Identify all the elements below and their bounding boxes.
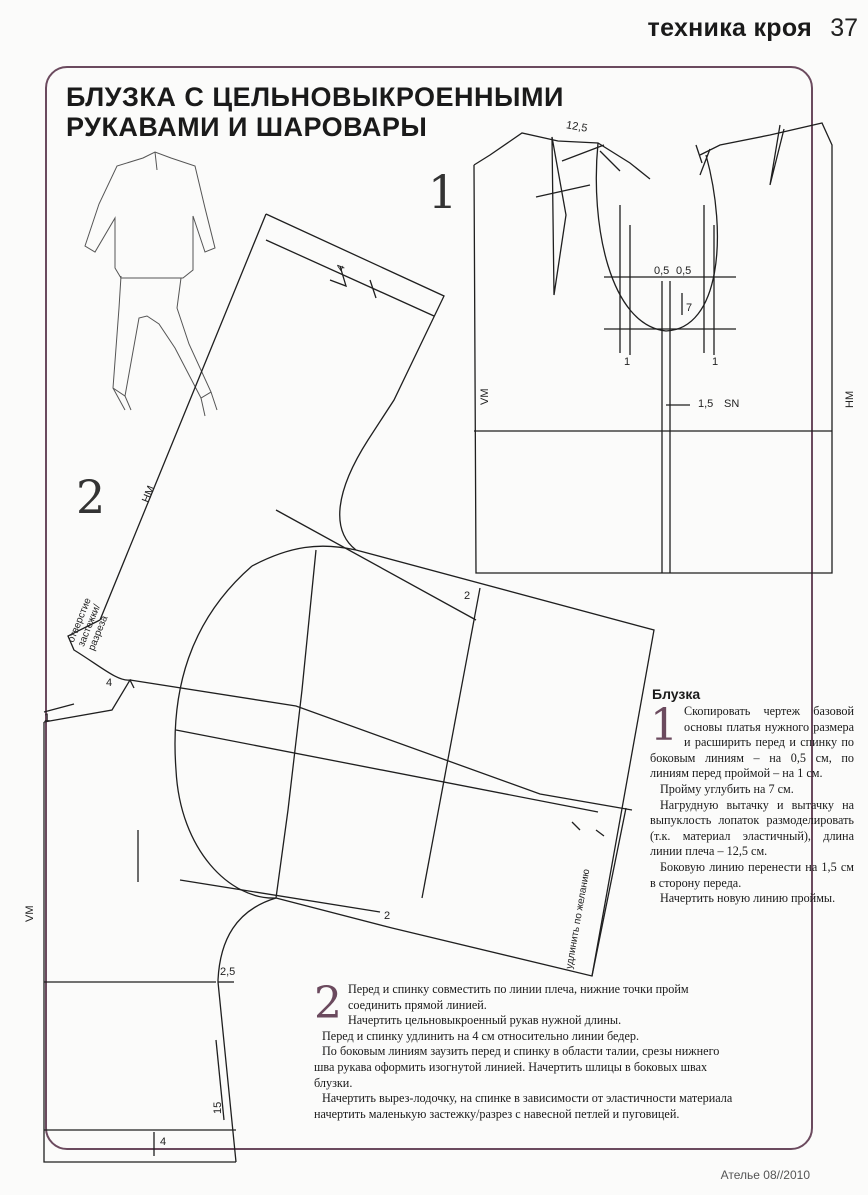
lengthen-label: удлинить по желанию	[564, 868, 593, 970]
magazine-footer: Ателье 08//2010	[720, 1168, 810, 1182]
step-1-number: 1	[428, 165, 458, 219]
measure-hem-extension: 4	[160, 1136, 167, 1148]
side-seam-label: SN	[724, 398, 740, 410]
back-center-label: HM	[140, 484, 158, 505]
step2-para-2: Начертить цельновыкроенный рукав нужной длины.	[348, 1013, 622, 1028]
step2-para-5: Начертить вырез-лодочку, на спинке в зависимости от эластичности материала начертить маленькую застежку/разрез с навесной петлей и пуговицей.	[314, 1091, 733, 1121]
blouse-heading: Блузка	[652, 686, 701, 702]
blouse-instructions	[650, 700, 854, 907]
blouse-para-1: Скопировать чертеж базовой основы платья нужного размера и расширить перед и спинку по боковым линиям – на 0,5 см, по линиям перед проймой – на 1 см.	[650, 704, 854, 781]
step-2-dropcap: 2	[314, 978, 342, 1029]
measure-neck-front: 1	[44, 712, 51, 724]
measure-side-left: 0,5	[654, 265, 670, 277]
step2-para-3: Перед и спинку удлинить на 4 см относительно линии бедер.	[322, 1028, 640, 1043]
measure-side-shift: 1,5	[698, 398, 714, 410]
measure-sleeve-top: 2	[464, 590, 471, 602]
step2-para-1: Перед и спинку совместить по линии плеча, нижние точки пройм соединить прямой линией.	[348, 982, 689, 1012]
blouse-para-2: Пройму углубить на 7 см.	[660, 781, 794, 796]
opening-label: отверстие застежки/ разреза	[66, 596, 111, 653]
step-1-dropcap: 1	[650, 700, 678, 751]
step-2-number: 2	[76, 470, 106, 524]
blouse-para-4: Боковую линию перенести на 1,5 см в сторону переда.	[650, 859, 854, 890]
step2-para-4: По боковым линиям заузить перед и спинку в области талии, срезы нижнего шва рукава оформить изогнутой линией. Начертить шлицы в боковых швах блузки.	[314, 1044, 720, 1090]
title-line-1: БЛУЗКА С ЦЕЛЬНОВЫКРОЕННЫМИ	[66, 82, 564, 112]
section-title: техника кроя	[647, 14, 812, 42]
center-back-label: HM	[844, 390, 856, 408]
measure-neck: 4	[106, 677, 113, 689]
step-2-instructions	[314, 978, 742, 1122]
measure-side-right: 0,5	[676, 265, 692, 277]
measure-side-slit: 2,5	[220, 966, 236, 978]
blouse-para-5: Начертить новую линию проймы.	[660, 891, 836, 906]
measure-shoulder-ext: 4	[334, 262, 348, 274]
measure-armhole-depth: 7	[686, 302, 693, 314]
measure-slit-length: 15	[212, 1101, 224, 1114]
measure-shoulder: 12,5	[565, 119, 589, 135]
mark-right-1: 1	[712, 356, 719, 368]
blouse-para-3: Нагрудную вытачку и вытачку на выпуклость лопаток размоделировать (т.к. материал эластичный), длина линии плеча – 12,5 см.	[650, 797, 854, 859]
front-center-label: VM	[24, 905, 36, 922]
title-line-2: РУКАВАМИ И ШАРОВАРЫ	[66, 112, 428, 142]
measure-sleeve-bottom: 2	[384, 910, 391, 922]
center-front-label: VM	[479, 388, 491, 405]
page-number: 37	[830, 14, 858, 42]
mark-left-1: 1	[624, 356, 631, 368]
